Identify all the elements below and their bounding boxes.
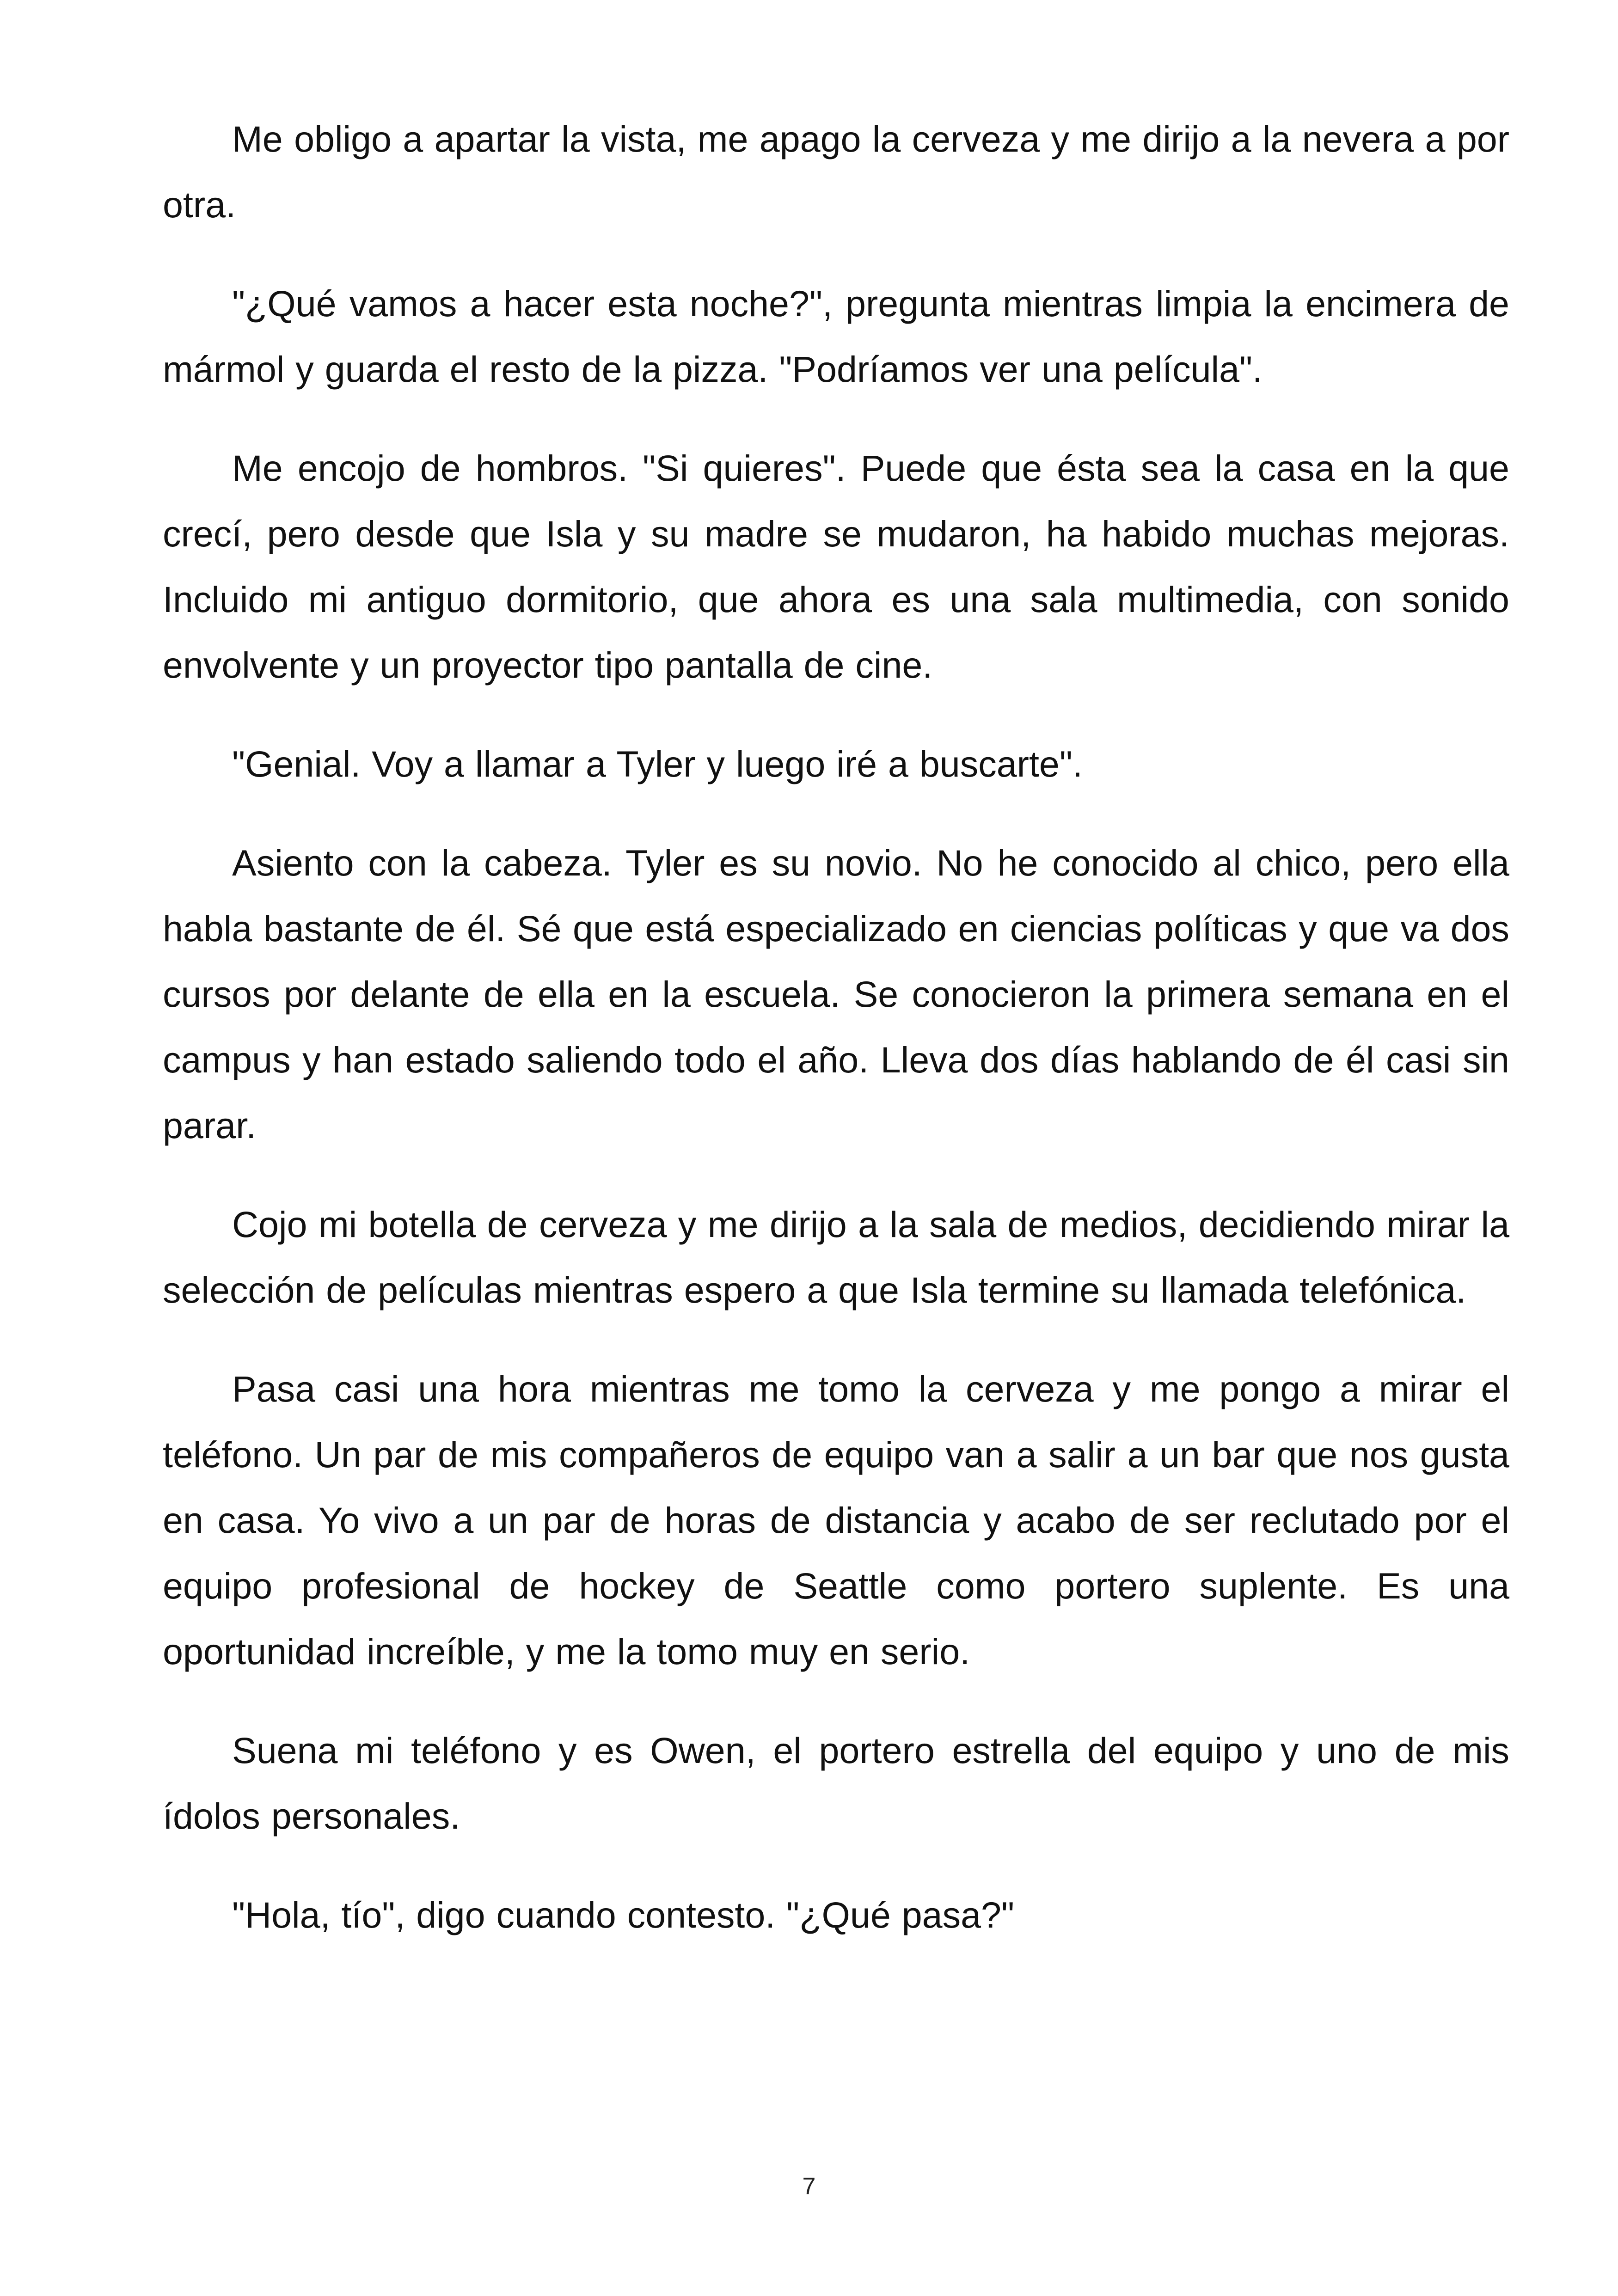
paragraph-4: "Genial. Voy a llamar a Tyler y luego iré a buscarte". [232, 743, 1083, 784]
paragraph-9: "Hola, tío", digo cuando contesto. "¿Qué pasa?" [232, 1894, 1015, 1935]
paragraph-7: Pasa casi una hora mientras me tomo la cerveza y me pongo a mirar el teléfono. Un par de mis compañeros de equipo van a salir a un bar que nos gusta en casa. Yo vivo a un par de horas de distancia y acabo de ser reclutado por el equipo profesional de hockey de Seattle como portero suplente. Es una oportunidad increíble, y me la tomo muy en serio. [163, 1368, 1509, 1672]
paragraph-2: "¿Qué vamos a hacer esta noche?", pregunta mientras limpia la encimera de mármol y guarda el resto de la pizza. "Podríamos ver una película". [163, 283, 1509, 390]
paragraph-6: Cojo mi botella de cerveza y me dirijo a la sala de medios, decidiendo mirar la selección de películas mientras espero a que Isla termine su llamada telefónica. [163, 1204, 1509, 1310]
page-number: 7 [802, 2173, 816, 2200]
paragraph-1: Me obligo a apartar la vista, me apago la cerveza y me dirijo a la nevera a por otra. [163, 118, 1509, 225]
paragraph-8: Suena mi teléfono y es Owen, el portero estrella del equipo y uno de mis ídolos personales. [163, 1730, 1509, 1837]
paragraph-5: Asiento con la cabeza. Tyler es su novio. No he conocido al chico, pero ella habla bastante de él. Sé que está especializado en ciencias políticas y que va dos cursos por delante de ella en la escuela. Se conocieron la primera semana en el campus y han estado saliendo todo el año. Lleva dos días hablando de él casi sin parar. [163, 842, 1509, 1146]
paragraph-3: Me encojo de hombros. "Si quieres". Puede que ésta sea la casa en la que crecí, pero desde que Isla y su madre se mudaron, ha habido muchas mejoras. Incluido mi antiguo dormitorio, que ahora es una sala multimedia, con sonido envolvente y un proyector tipo pantalla de cine. [163, 447, 1509, 686]
